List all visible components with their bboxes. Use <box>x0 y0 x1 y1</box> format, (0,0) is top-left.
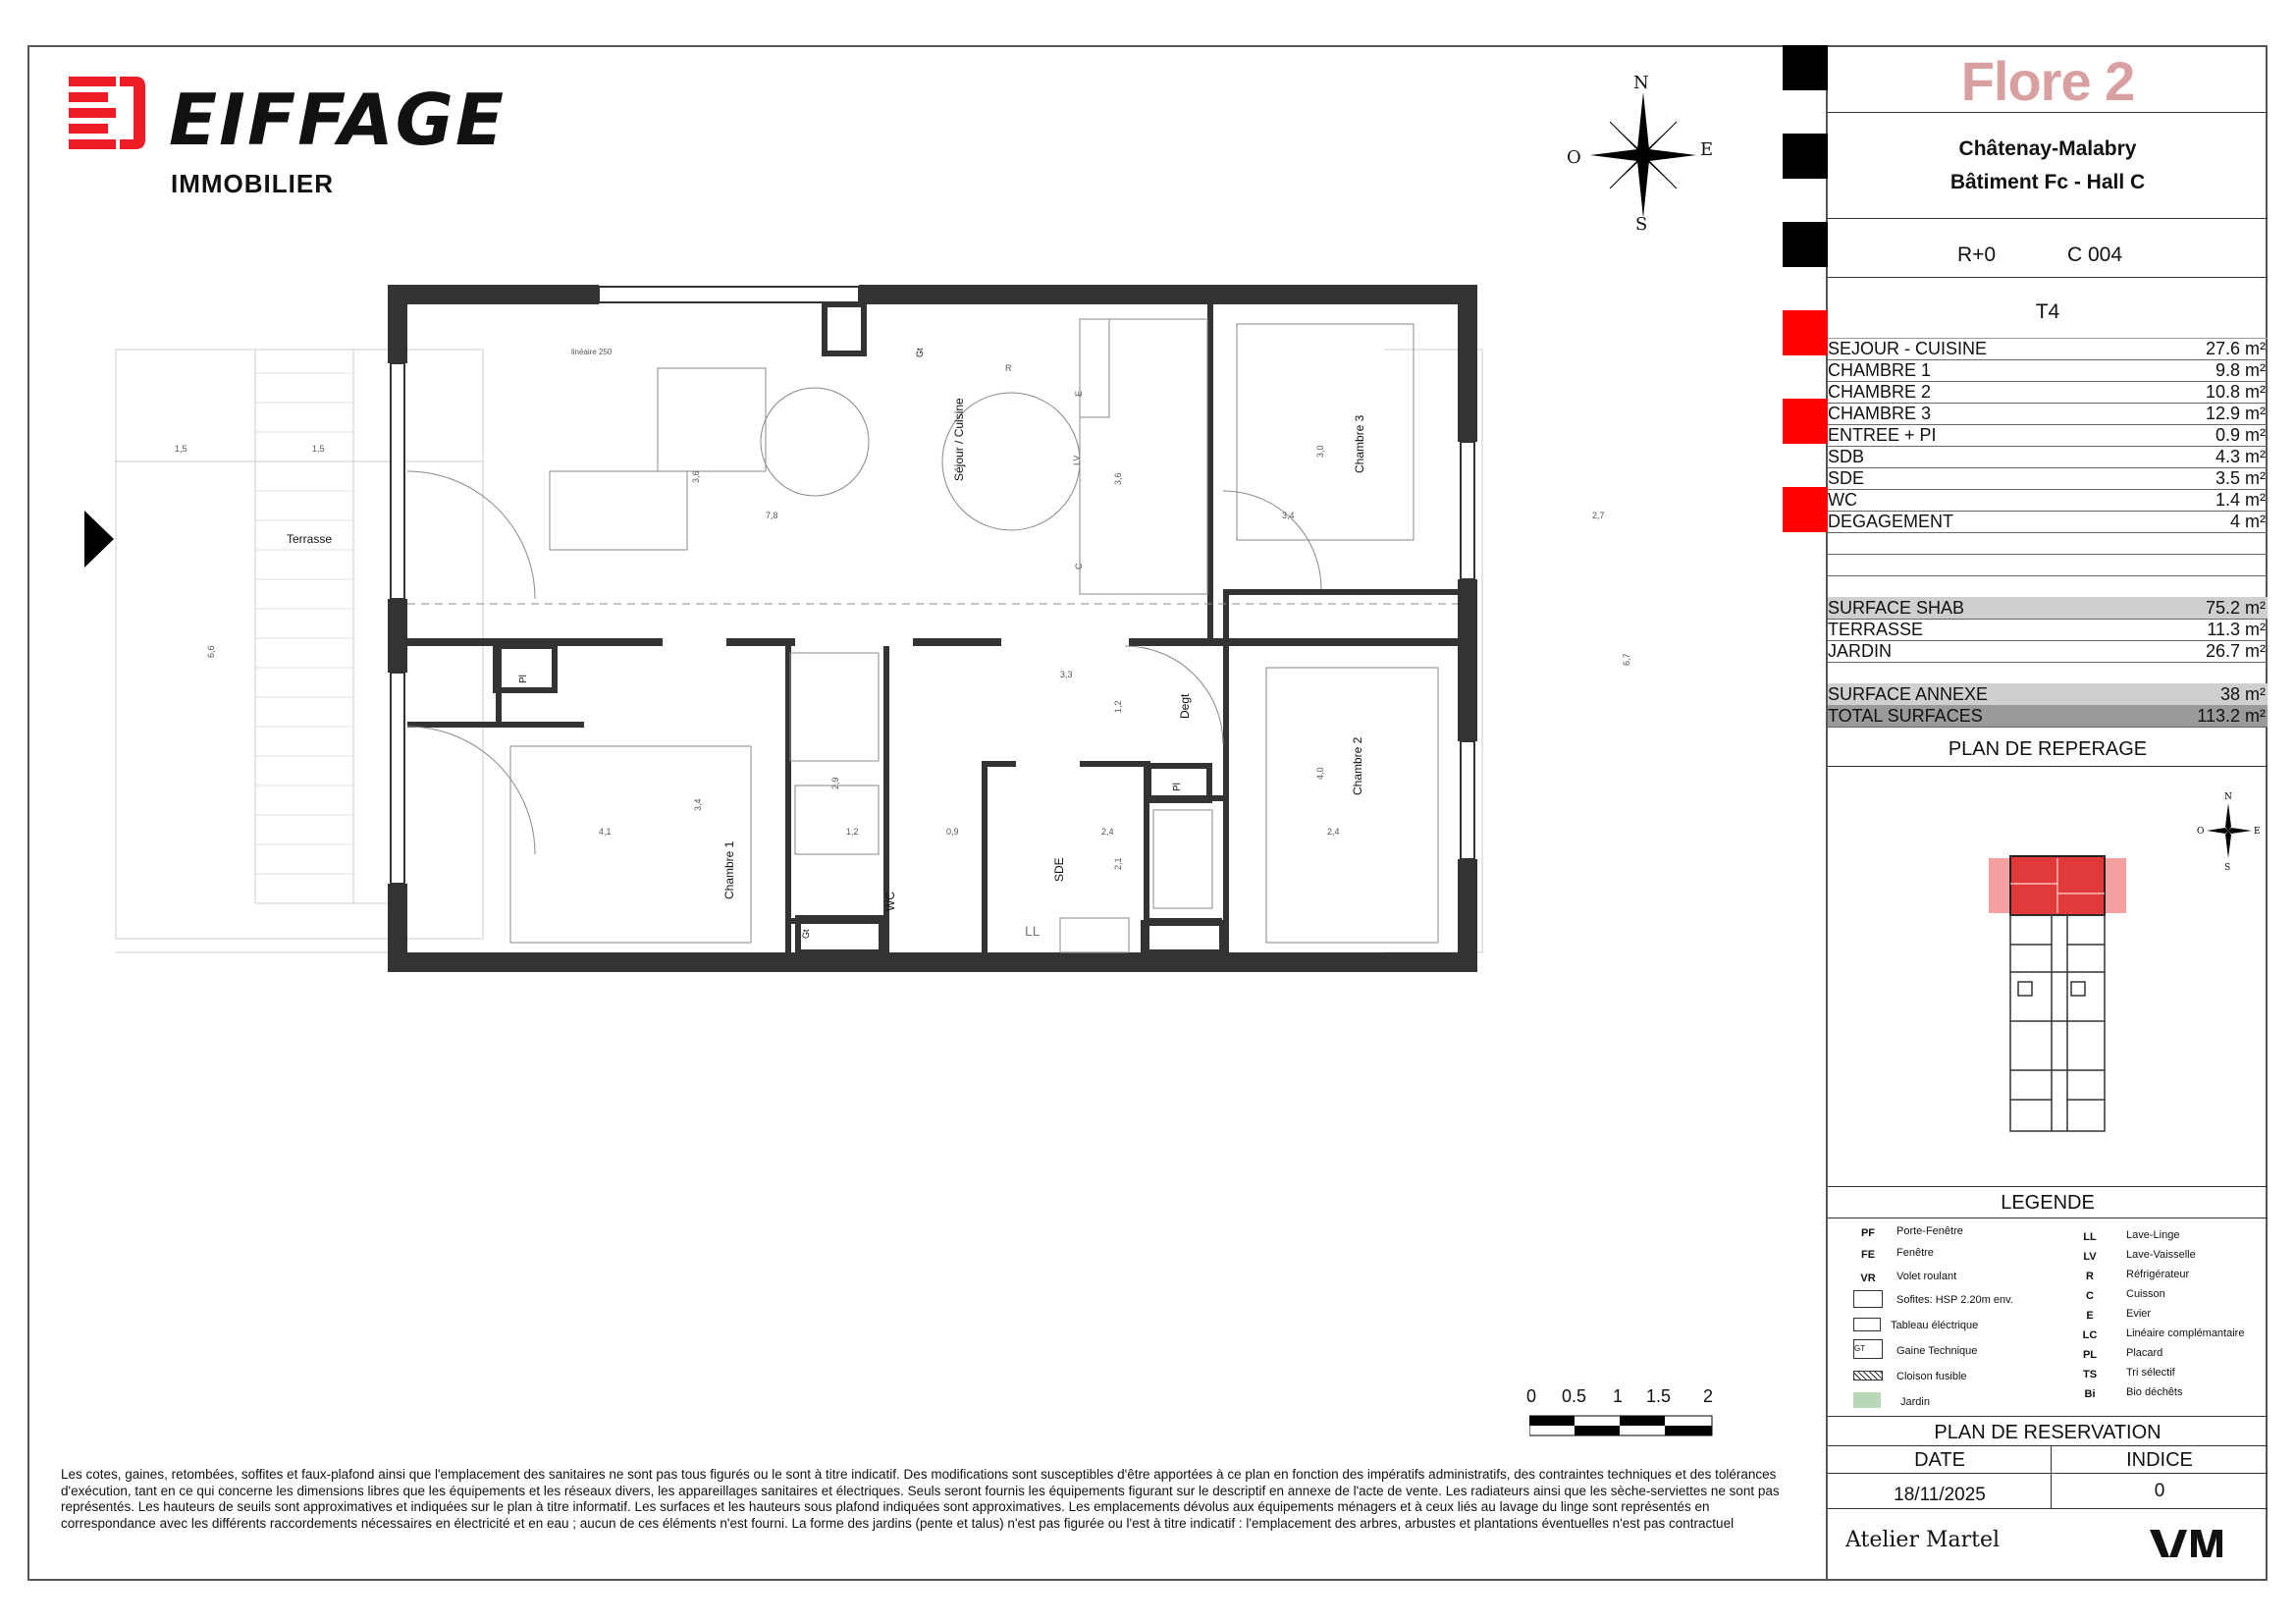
surface-row-empty <box>1828 532 2268 555</box>
reservation-date: 18/11/2025 <box>1894 1485 1986 1505</box>
dimension: 3,0 <box>1315 445 1325 458</box>
soffite-icon <box>1853 1290 1883 1308</box>
room-wc: WC <box>883 892 897 911</box>
reperage-title: PLAN DE REPERAGE <box>1948 738 2148 760</box>
divider <box>1828 1473 2268 1474</box>
surface-row: CHAMBRE 2 10.8 m² <box>1828 382 2266 402</box>
compass-north: N <box>1633 73 1649 93</box>
dimension: 2,9 <box>830 777 840 789</box>
room-gt-2: Gt <box>801 929 811 939</box>
eiffage-logo-mark <box>69 77 145 151</box>
dimension: 1,2 <box>846 827 859 837</box>
marker-red <box>1783 487 1828 532</box>
total-row: TERRASSE 11.3 m² <box>1828 620 2266 639</box>
dimension: 6,6 <box>206 645 216 658</box>
compass-west: O <box>1567 147 1581 168</box>
total-row: SURFACE SHAB 75.2 m² <box>1828 598 2266 618</box>
scale-label: 1 <box>1613 1386 1624 1406</box>
divider <box>1828 218 2268 219</box>
dimension: 4,1 <box>599 827 612 837</box>
surface-row: SEJOUR - CUISINE 27.6 m² <box>1828 339 2266 358</box>
dimension: 2,1 <box>1113 857 1123 870</box>
svg-text:O: O <box>2197 827 2205 837</box>
divider <box>1828 1508 2268 1509</box>
eiffage-division: IMMOBILIER <box>171 169 334 198</box>
legend-title: LEGENDE <box>2001 1192 2095 1214</box>
tableau-electrique-icon <box>1853 1318 1881 1331</box>
annexe-row: TOTAL SURFACES 113.2 m² <box>1828 706 2266 726</box>
surface-row: WC 1.4 m² <box>1828 490 2266 510</box>
lineaire-label: linéaire 250 <box>571 348 613 356</box>
marker-black <box>1783 222 1828 267</box>
compass-south: S <box>1635 214 1648 235</box>
reperage-compass-icon <box>2195 789 2264 872</box>
reservation-title: PLAN DE RESERVATION <box>1934 1422 2162 1443</box>
surface-row: SDB 4.3 m² <box>1828 447 2266 466</box>
scale-label: 2 <box>1703 1386 1714 1406</box>
room-sejour: Séjour / Cuisine <box>952 398 966 481</box>
surface-row-empty <box>1828 662 2268 684</box>
svg-text:S: S <box>2224 863 2231 872</box>
divider <box>1828 1445 2268 1446</box>
room-pl-2: Pl <box>1172 783 1183 791</box>
surface-row: CHAMBRE 1 9.8 m² <box>1828 360 2266 380</box>
marker-red <box>1783 310 1828 355</box>
gaine-technique-icon: GT <box>1853 1339 1883 1359</box>
dimension: 0,9 <box>946 827 959 837</box>
dimension: 2,7 <box>1592 511 1605 520</box>
project-city: Châtenay-Malabry <box>1958 137 2137 160</box>
sink-label: E <box>1074 390 1084 397</box>
marker-red <box>1783 399 1828 444</box>
compass-east: E <box>1700 139 1714 160</box>
dimension: 2,4 <box>1327 827 1340 837</box>
marker-black <box>1783 45 1828 90</box>
room-gt-1: Gt <box>915 348 925 357</box>
jardin-icon <box>1853 1392 1881 1408</box>
scale-label: 0 <box>1526 1386 1537 1406</box>
dimension: 7,8 <box>766 511 778 520</box>
dimension: 1,5 <box>175 444 187 454</box>
surface-row: DEGAGEMENT 4 m² <box>1828 512 2266 531</box>
dimension: 2,4 <box>1101 827 1114 837</box>
scale-label: 0.5 <box>1562 1386 1587 1406</box>
entry-arrow-icon <box>84 511 114 568</box>
room-chambre2: Chambre 2 <box>1351 736 1364 795</box>
room-chambre3: Chambre 3 <box>1353 414 1366 473</box>
reservation-indice: 0 <box>2154 1481 2165 1501</box>
dimension: 3,3 <box>1060 670 1073 679</box>
project-building: Bâtiment Fc - Hall C <box>1949 171 2146 193</box>
surface-row-empty <box>1828 575 2268 598</box>
total-row: JARDIN 26.7 m² <box>1828 641 2266 661</box>
marker-black <box>1783 134 1828 179</box>
room-terrasse: Terrasse <box>287 532 333 546</box>
surface-row: CHAMBRE 3 12.9 m² <box>1828 404 2266 423</box>
divider <box>1828 1416 2268 1417</box>
divider <box>1828 112 2268 113</box>
dimension: 3,6 <box>691 470 701 483</box>
dimension: 1,5 <box>312 444 325 454</box>
project-floor: R+0 <box>1957 244 1997 266</box>
dimension: 3,4 <box>693 798 703 811</box>
dimension: 4,0 <box>1315 767 1325 780</box>
surface-row-empty <box>1828 554 2268 576</box>
svg-text:E: E <box>2254 827 2261 837</box>
project-lot: C 004 <box>2067 244 2123 266</box>
scale-bar <box>1526 1386 1723 1445</box>
svg-text:N: N <box>2224 792 2232 802</box>
dimension: 6,7 <box>1622 653 1631 666</box>
project-type: T4 <box>2035 300 2060 323</box>
dimension: 3,4 <box>1282 511 1295 520</box>
dimension: 1,2 <box>1113 700 1123 713</box>
cooking-label: C <box>1074 563 1084 569</box>
compass-rose-icon <box>1561 71 1708 238</box>
indice-header: INDICE <box>2126 1449 2193 1471</box>
scale-label: 1.5 <box>1646 1386 1672 1406</box>
divider <box>1828 277 2268 278</box>
dishwasher-label: LV <box>1072 455 1082 465</box>
fridge-label: R <box>1005 363 1012 373</box>
cartouche-divider <box>1826 45 1828 1581</box>
dimension: 3,6 <box>1113 472 1123 485</box>
architect-name: Atelier Martel <box>1845 1528 2001 1552</box>
room-chambre1: Chambre 1 <box>722 840 736 899</box>
date-header: DATE <box>1914 1449 1965 1471</box>
cloison-fusible-icon <box>1853 1371 1883 1380</box>
surface-row: SDE 3.5 m² <box>1828 468 2266 488</box>
floor-plan <box>98 275 1649 992</box>
annexe-row: SURFACE ANNEXE 38 m² <box>1828 684 2266 704</box>
eiffage-wordmark: EIFFAGE <box>169 79 507 161</box>
room-ll: LL <box>1025 923 1041 939</box>
room-degt: Degt <box>1178 693 1192 719</box>
room-pl-1: Pl <box>518 675 529 683</box>
surface-row: ENTREE + PI 0.9 m² <box>1828 425 2266 445</box>
architect-logo <box>2150 1528 2224 1559</box>
divider <box>1828 1186 2268 1187</box>
legal-disclaimer: Les cotes, gaines, retombées, soffites et faux-plafond ainsi que l'emplacement des sanitaires ne sont pas tous figurés ou le sont à titre indicatif. Des modifications sont susceptibles d'être apportées à ce plan en fonction des impératifs administratifs, des contraintes techniques et des tolérances d'exécution, tant en ce qui concerne les dimensions libres que les équipements et les réseaux divers, les appareillages sanitaires et électriques. Seuls seront fournis les équipements figurant sur le descriptif en annexe de l'acte de vente. Les radiateurs ainsi que les sèche-serviettes ne sont pas représentés. Les hauteurs de seuils sont approximatives et indiquées sur le plan à titre informatif. Les surfaces et les hauteurs sous plafond indiquées sont approximatives. Les emplacements dévolus aux équipements ménagers et à ceux liés au lavage du linge sont représentés en correspondance avec les différents raccordements nécessaires en électricité et en eau ; aucun de ces éléments n'est fourni. La forme des jardins (pente et talus) n'est pas figurée ou l'est à titre indicatif : l'emplacement des arbres, arbustes et plantations éventuelles n'est pas contractuel <box>61 1467 1780 1531</box>
flore-logo: Flore 2 <box>1960 50 2135 112</box>
reperage-building-plan <box>1989 854 2126 1135</box>
divider <box>1828 766 2268 767</box>
room-sde: SDE <box>1052 857 1066 882</box>
